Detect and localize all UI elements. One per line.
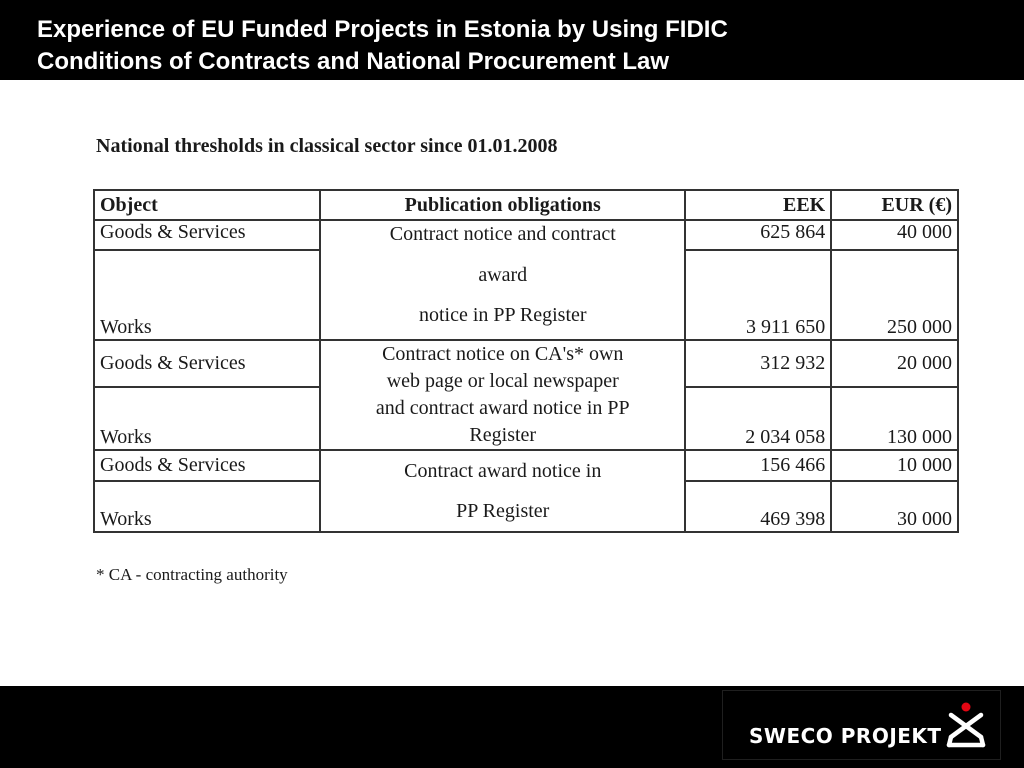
eur-cell: 250 000 xyxy=(831,250,958,340)
table-caption: National thresholds in classical sector since 01.01.2008 xyxy=(96,135,558,157)
publication-cell xyxy=(320,340,685,450)
eek-cell: 312 932 xyxy=(685,340,831,387)
eek-cell: 2 034 058 xyxy=(685,387,831,450)
publication-line: Register xyxy=(469,424,537,446)
eek-cell: 469 398 xyxy=(685,481,831,532)
object-cell: Works xyxy=(94,387,320,450)
publication-line: Contract notice and contract xyxy=(389,223,616,245)
publication-cell xyxy=(320,220,685,340)
column-header-eek: EEK xyxy=(685,190,831,220)
logo-dot xyxy=(962,703,971,712)
eek-cell: 3 911 650 xyxy=(685,250,831,340)
eur-cell: 20 000 xyxy=(831,340,958,387)
object-cell: Works xyxy=(94,481,320,532)
logo-text: SWECO PROJEKT xyxy=(749,724,942,748)
eek-cell: 156 466 xyxy=(685,450,831,481)
eur-cell: 40 000 xyxy=(831,220,958,250)
slide-title-line-1: Experience of EU Funded Projects in Estonia by Using FIDIC xyxy=(37,16,728,43)
table-header-row xyxy=(94,190,958,220)
publication-line: and contract award notice in PP xyxy=(375,397,630,419)
publication-line: Contract award notice in xyxy=(404,460,602,482)
publication-line: notice in PP Register xyxy=(418,304,587,326)
publication-line: award xyxy=(478,264,528,286)
publication-line: Contract notice on CA's* own xyxy=(382,343,624,365)
eek-cell: 625 864 xyxy=(685,220,831,250)
eur-cell: 30 000 xyxy=(831,481,958,532)
table-row xyxy=(94,340,958,387)
eur-cell: 130 000 xyxy=(831,387,958,450)
sweco-logo xyxy=(722,690,1001,760)
slide-title xyxy=(37,14,997,78)
publication-line: PP Register xyxy=(456,500,550,522)
object-cell: Goods & Services xyxy=(94,340,320,387)
thresholds-table xyxy=(93,189,959,533)
publication-line: web page or local newspaper xyxy=(386,370,619,392)
object-cell: Goods & Services xyxy=(94,450,320,481)
footnote: * CA - contracting authority xyxy=(96,565,288,584)
column-header-publication: Publication obligations xyxy=(320,190,685,220)
column-header-object: Object xyxy=(94,190,320,220)
publication-cell xyxy=(320,450,685,532)
column-header-eur: EUR (€) xyxy=(831,190,958,220)
table-row xyxy=(94,220,958,250)
object-cell: Goods & Services xyxy=(94,220,320,250)
eur-cell: 10 000 xyxy=(831,450,958,481)
table-row xyxy=(94,450,958,481)
slide-title-line-2: Conditions of Contracts and National Procurement Law xyxy=(37,48,670,75)
object-cell: Works xyxy=(94,250,320,340)
sweco-logo-icon xyxy=(945,701,987,749)
